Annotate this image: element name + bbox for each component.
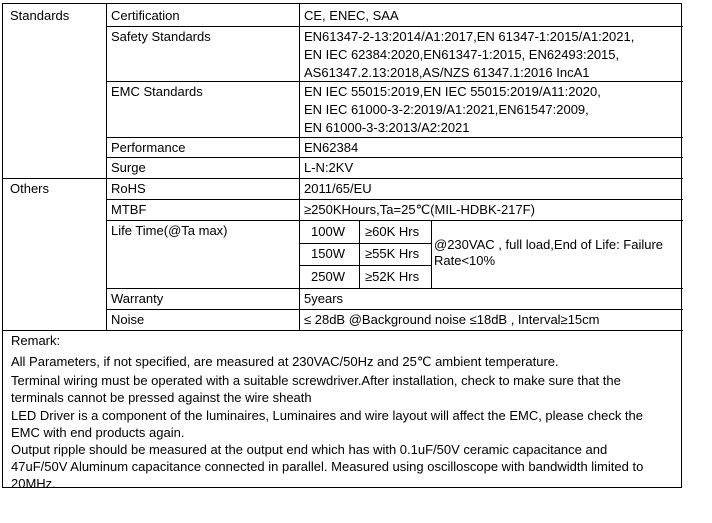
life-time-hours: ≥55K Hrs (365, 246, 420, 261)
life-time-label: Life Time(@Ta max) (111, 223, 228, 238)
safety-standards-label: Safety Standards (111, 29, 211, 44)
rule (106, 288, 683, 289)
life-time-hours: ≥60K Hrs (365, 224, 420, 239)
life-time-note-line: Rate<10% (434, 253, 496, 268)
certification-label: Certification (111, 8, 180, 23)
rule (299, 4, 300, 330)
emc-standards-line: EN 61000-3-3:2013/A2:2021 (304, 120, 470, 135)
life-time-hours: ≥52K Hrs (365, 269, 420, 284)
surge-label: Surge (111, 160, 146, 175)
group-label-standards: Standards (10, 8, 70, 23)
remark-item (11, 353, 671, 370)
rule (106, 137, 683, 138)
emc-standards-label: EMC Standards (111, 84, 203, 99)
mtbf-value: ≥250KHours,Ta=25℃(MIL-HDBK-217F) (304, 202, 535, 217)
remark-line: LED Driver is a component of the luminaires, Luminaires and wire layout will affect the EMC, please check the (11, 408, 643, 423)
life-time-power: 250W (311, 269, 345, 284)
rule (106, 199, 683, 200)
warranty-label: Warranty (111, 291, 164, 306)
rule (3, 178, 683, 179)
emc-standards-line: EN IEC 55015:2019,EN IEC 55015:2019/A11:2020, (304, 84, 601, 99)
remark-item (11, 372, 671, 406)
performance-value: EN62384 (304, 140, 359, 155)
rule (106, 157, 683, 158)
remark-line: All Parameters, if not specified, are measured at 230VAC/50Hz and 25℃ ambient temperature. (11, 354, 559, 369)
surge-value: L-N:2KV (304, 160, 354, 175)
emc-standards-line: EN IEC 61000-3-2:2019/A1:2021,EN61547:2009, (304, 102, 589, 117)
group-label-others: Others (10, 181, 50, 196)
life-time-power: 150W (311, 246, 345, 261)
remark-line: 20MHz. (11, 476, 56, 491)
noise-value: ≤ 28dB @Background noise ≤18dB , Interval≥15cm (304, 312, 600, 327)
remark-line: terminals cannot be pressed against the wire sheath (11, 390, 312, 405)
rule (359, 220, 360, 288)
rule (299, 243, 431, 244)
spec-sheet (2, 3, 682, 491)
remark-item (11, 441, 671, 492)
safety-standards-line: AS61347.2.13:2018,AS/NZS 61347.1:2016 IncA1 (304, 65, 590, 80)
mtbf-label: MTBF (111, 202, 147, 217)
remark-item (11, 407, 671, 441)
certification-value: CE, ENEC, SAA (304, 8, 399, 23)
rohs-value: 2011/65/EU (304, 181, 372, 196)
life-time-note-line: @230VAC , full load,End of Life: Failure (434, 237, 664, 252)
safety-standards-line: EN61347-2-13:2014/A1:2017,EN 61347-1:2015/A1:2021, (304, 29, 635, 44)
remark-line: EMC with end products again. (11, 425, 185, 440)
rohs-label: RoHS (111, 181, 146, 196)
rule (299, 265, 431, 266)
rule (106, 309, 683, 310)
warranty-value: 5years (304, 291, 344, 306)
performance-label: Performance (111, 140, 186, 155)
rule (431, 220, 432, 288)
life-time-power: 100W (311, 224, 345, 239)
remark-line: 47uF/50V Aluminum capacitance connected in parallel. Measured using oscilloscope with bandwidth limited to (11, 459, 644, 474)
noise-label: Noise (111, 312, 145, 327)
rule (3, 330, 683, 331)
rule (106, 26, 683, 27)
remark-line: Terminal wiring must be operated with a suitable screwdriver.After installation, check to make sure that the (11, 373, 621, 388)
rule (106, 220, 683, 221)
safety-standards-line: EN IEC 62384:2020,EN61347-1:2015, EN62493:2015, (304, 47, 620, 62)
remark-line: Output ripple should be measured at the output end which has with 0.1uF/50V ceramic capacitance and (11, 442, 608, 457)
remark-title: Remark: (11, 333, 61, 348)
rule (106, 4, 107, 330)
